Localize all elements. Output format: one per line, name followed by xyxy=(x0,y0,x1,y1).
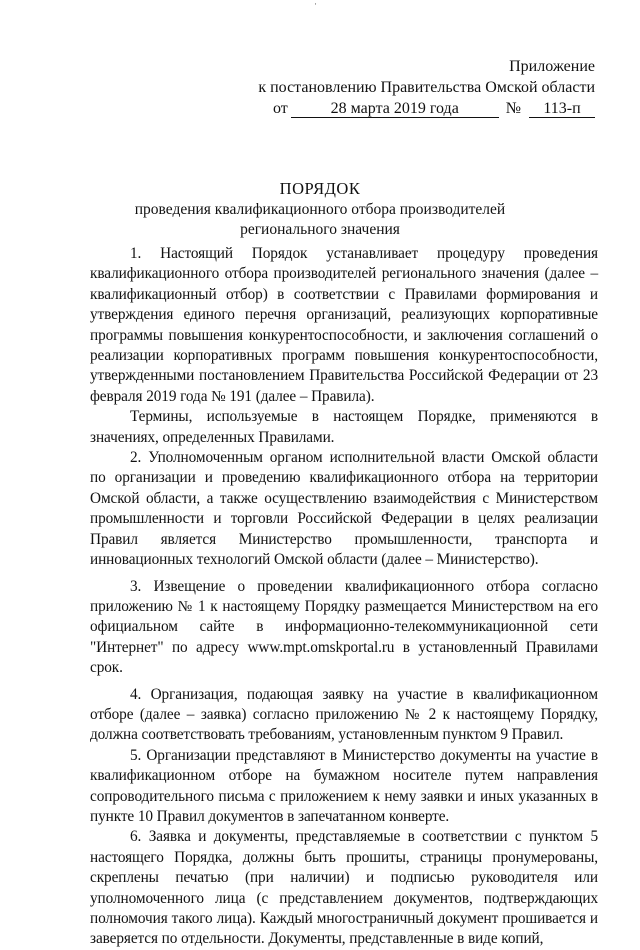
paragraph-2: 2. Уполномоченным органом исполнительной власти Омской области по организации и проведению квалификационного отбора на территории Омской области, а также осуществлению взаимодействия с Министерством промышленности и торговли Российской Федерации в целях реализации Правил является Министерство промышленности, транспорта и инновационных технологий Омской области (далее – Министерство). xyxy=(90,449,598,569)
decree-number: 113-п xyxy=(529,101,595,118)
scan-speck: · xyxy=(314,0,317,9)
paragraph-4: 4. Организация, подающая заявку на участие в квалификационном отборе (далее – заявка) согласно приложению № 2 к настоящему Порядку, должна соответствовать требованиям, установленным пунктом 9 Правил. xyxy=(90,685,598,744)
paragraph-1: 1. Настоящий Порядок устанавливает процедуру проведения квалификационного отбора производителей регионального значения (далее – квалификационный отбор) в соответствии с Правилами формирования и утверждения единого перечня организаций, реализующих корпоративные программы повышения конкурентоспособности, и заключения соглашений о реализации корпоративных программ повышения конкурентоспособности, утвержденными постановлением Правительства Российской Федерации от 23 февраля 2019 года № 191 (далее – Правила). xyxy=(90,245,598,405)
decree-date: 28 марта 2019 года xyxy=(291,101,499,118)
paragraph-5: 5. Организации представляют в Министерство документы на участие в квалификационном отборе на бумажном носителе путем направления сопроводительного письма с приложением к нему заявки и иных указанных в пункте 10 Правил документов в запечатанном конверте. xyxy=(90,746,598,825)
appendix-header xyxy=(255,56,595,119)
document-subtitle-line-2: регионального значения xyxy=(240,221,400,238)
appendix-date-line xyxy=(255,98,595,119)
number-sign: № xyxy=(505,100,521,117)
document-heading xyxy=(0,178,640,240)
appendix-title: Приложение xyxy=(509,58,595,75)
paragraph-3: 3. Извещение о проведении квалификационного отбора согласно приложению № 1 к настоящему Порядку размещается Министерством на его официальном сайте в информационно-телекоммуникационной сети "Интернет" по адресу www.mpt.omskportal.ru в установленный Правилами срок. xyxy=(90,577,598,677)
document-title: ПОРЯДОК xyxy=(279,179,361,198)
appendix-reference: к постановлению Правительства Омской области xyxy=(258,79,595,96)
document-subtitle-line-1: проведения квалификационного отбора производителей xyxy=(134,201,506,218)
paragraph-6: 6. Заявка и документы, представляемые в соответствии с пунктом 5 настоящего Порядка, должны быть прошиты, страницы пронумерованы, скреплены печатью (при наличии) и подписью руководителя или уполномоченного лица (с представлением документов, подтверждающих полномочия такого лица). Каждый многостраничный документ прошивается и заверяется по отдельности. Документы, представленные в виде копий, xyxy=(90,828,598,948)
from-label: от xyxy=(272,100,288,117)
paragraph-terms: Термины, используемые в настоящем Порядке, применяются в значениях, определенных Правилами. xyxy=(90,408,598,446)
document-body xyxy=(90,244,598,950)
